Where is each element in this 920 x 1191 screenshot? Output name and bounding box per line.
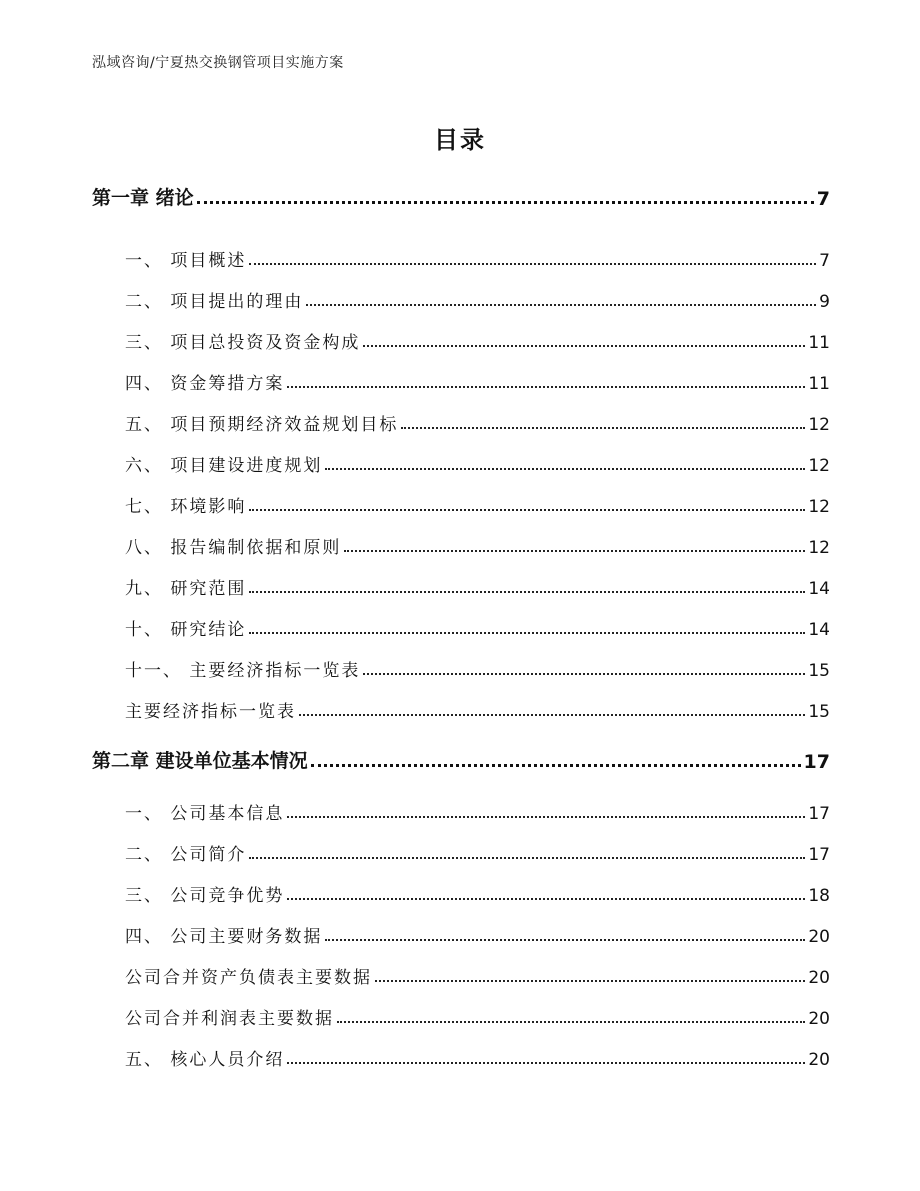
toc-entry-page: 12: [808, 456, 830, 476]
toc-entry-page: 17: [803, 751, 830, 773]
dot-leader: [311, 764, 801, 767]
toc-entry-label: 二、 公司简介: [125, 845, 247, 865]
toc-entry[interactable]: [125, 840, 830, 865]
toc-entry-label: 六、 项目建设进度规划: [125, 456, 323, 476]
toc-entry-page: 11: [808, 374, 830, 394]
dot-leader: [363, 673, 805, 675]
dot-leader: [249, 857, 805, 859]
dot-leader: [306, 304, 816, 306]
toc-entry[interactable]: [125, 1004, 830, 1029]
toc-entry[interactable]: [125, 881, 830, 906]
toc-entry[interactable]: [125, 410, 830, 435]
dot-leader: [197, 201, 814, 204]
toc-entry[interactable]: [125, 1045, 830, 1070]
toc-entry-label: 三、 项目总投资及资金构成: [125, 333, 361, 353]
toc-entry-label: 八、 报告编制依据和原则: [125, 538, 342, 558]
toc-entry-chapter-1[interactable]: [92, 183, 830, 210]
toc-entry[interactable]: [125, 656, 830, 681]
toc-entry-label: 一、 公司基本信息: [125, 804, 285, 824]
toc-entry-page: 17: [808, 845, 830, 865]
toc-entry[interactable]: [125, 451, 830, 476]
toc-entry-label: 一、 项目概述: [125, 251, 247, 271]
toc-entry-label: 五、 核心人员介绍: [125, 1050, 285, 1070]
toc-entry-label: 第二章 建设单位基本情况: [92, 750, 308, 772]
toc-entry[interactable]: [125, 533, 830, 558]
dot-leader: [287, 1062, 805, 1064]
toc-entry[interactable]: [125, 492, 830, 517]
toc-entry-label: 十一、 主要经济指标一览表: [125, 661, 361, 681]
toc-entry-page: 11: [808, 333, 830, 353]
toc-entry-label: 十、 研究结论: [125, 620, 247, 640]
toc-entry-label: 四、 资金筹措方案: [125, 374, 285, 394]
toc-entry-page: 20: [808, 1050, 830, 1070]
dot-leader: [344, 550, 805, 552]
toc-entry-page: 7: [819, 251, 830, 271]
toc-entry[interactable]: [125, 287, 830, 312]
dot-leader: [401, 427, 805, 429]
toc-entry[interactable]: [125, 328, 830, 353]
toc-entry-label: 主要经济指标一览表: [125, 702, 296, 722]
dot-leader: [375, 980, 805, 982]
toc-entry-label: 九、 研究范围: [125, 579, 247, 599]
toc-entry-page: 14: [808, 579, 830, 599]
toc-entry-label: 四、 公司主要财务数据: [125, 927, 323, 947]
toc-entry[interactable]: [125, 799, 830, 824]
toc-entry-label: 七、 环境影响: [125, 497, 247, 517]
toc-title: 目录: [434, 126, 486, 154]
dot-leader: [249, 263, 816, 265]
page-header: 泓域咨询/宁夏热交换钢管项目实施方案: [92, 55, 344, 71]
dot-leader: [299, 714, 805, 716]
toc-entry-page: 12: [808, 415, 830, 435]
toc-entry-page: 17: [808, 804, 830, 824]
dot-leader: [325, 468, 805, 470]
dot-leader: [337, 1021, 805, 1023]
dot-leader: [363, 345, 805, 347]
dot-leader: [249, 591, 805, 593]
toc-entry[interactable]: [125, 963, 830, 988]
toc-entry[interactable]: [125, 369, 830, 394]
toc-entry-label: 第一章 绪论: [92, 187, 194, 209]
dot-leader: [287, 898, 805, 900]
dot-leader: [249, 632, 805, 634]
toc-entry[interactable]: [125, 615, 830, 640]
toc-entry-label: 公司合并资产负债表主要数据: [125, 968, 372, 988]
toc-entry-label: 五、 项目预期经济效益规划目标: [125, 415, 399, 435]
toc-entry-chapter-2[interactable]: [92, 746, 830, 773]
toc-entry[interactable]: [125, 922, 830, 947]
toc-entry-page: 15: [808, 661, 830, 681]
dot-leader: [287, 386, 805, 388]
toc-entry-page: 7: [816, 188, 830, 210]
toc-entry[interactable]: [125, 697, 830, 722]
toc-entry-page: 18: [808, 886, 830, 906]
toc-entry-page: 14: [808, 620, 830, 640]
toc-entry-label: 二、 项目提出的理由: [125, 292, 304, 312]
toc-entry-page: 12: [808, 497, 830, 517]
toc-entry-label: 公司合并利润表主要数据: [125, 1009, 334, 1029]
toc-entry-page: 20: [808, 968, 830, 988]
toc-entry-page: 20: [808, 1009, 830, 1029]
toc-entry[interactable]: [125, 246, 830, 271]
dot-leader: [325, 939, 805, 941]
toc-entry[interactable]: [125, 574, 830, 599]
toc-entry-page: 9: [819, 292, 830, 312]
toc-entry-page: 12: [808, 538, 830, 558]
dot-leader: [249, 509, 805, 511]
toc-entry-page: 20: [808, 927, 830, 947]
toc-entry-page: 15: [808, 702, 830, 722]
toc-entry-label: 三、 公司竞争优势: [125, 886, 285, 906]
dot-leader: [287, 816, 805, 818]
